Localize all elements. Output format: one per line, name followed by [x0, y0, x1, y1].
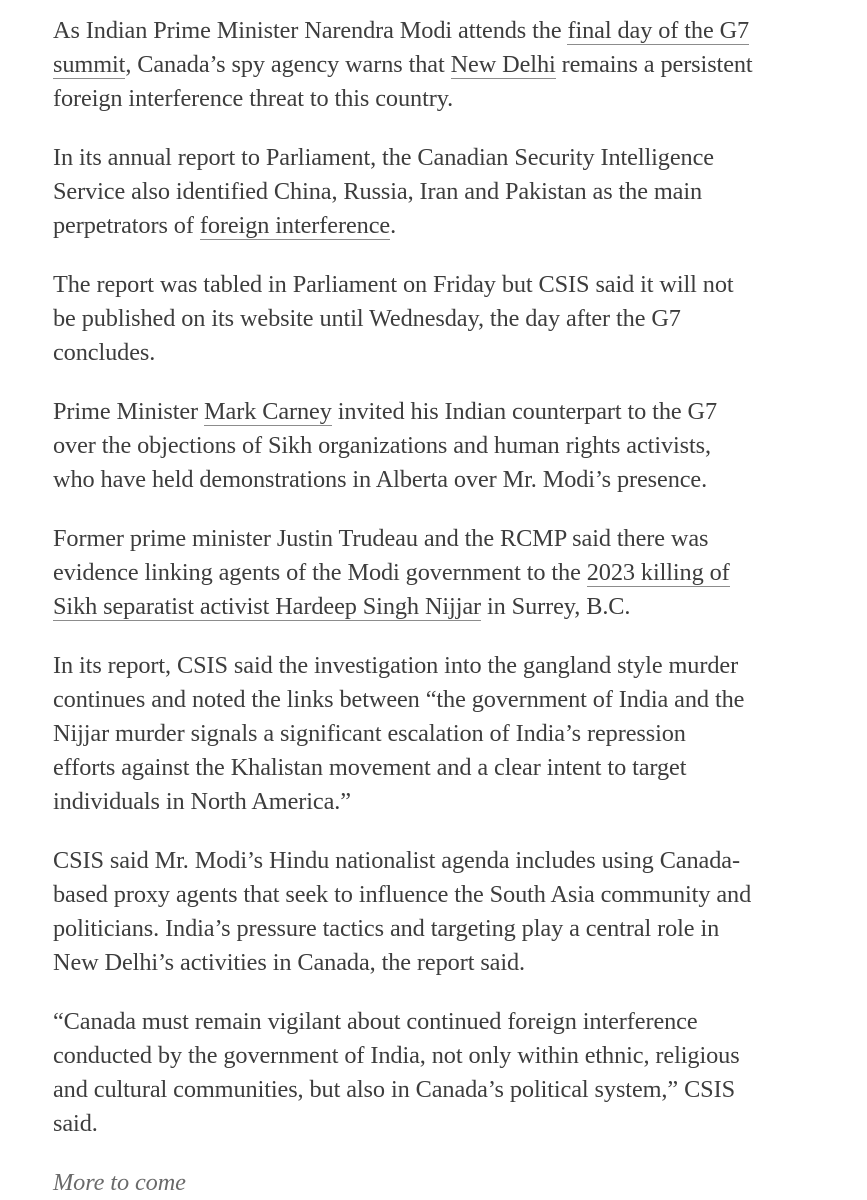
paragraph-text: , Canada’s spy agency warns that: [125, 51, 451, 78]
link-nijjar-killing[interactable]: 2023 killing of Sikh separatist activist Hardeep Singh Nijjar: [53, 559, 730, 620]
paragraph-text: CSIS said Mr. Modi’s Hindu nationalist agenda includes using Canada-based proxy agents that seek to influence the South Asia community and politicians. India’s pressure tactics and targeting play a central role in New Delhi’s activities in Canada, the report said.: [53, 847, 752, 976]
link-final-day-g7-summit[interactable]: final day of the G7 summit: [53, 17, 750, 78]
article-paragraph: [53, 141, 753, 243]
article-paragraph: [53, 649, 753, 819]
link-new-delhi[interactable]: New Delhi: [450, 51, 556, 78]
paragraph-text: remains a persistent foreign interference threat to this country.: [53, 51, 753, 112]
link-mark-carney[interactable]: Mark Carney: [204, 398, 332, 425]
paragraph-text: invited his Indian counterpart to the G7 over the objections of Sikh organizations and human rights activists, who have held demonstrations in Alberta over Mr. Modi’s presence.: [53, 398, 718, 493]
article-paragraph: [53, 522, 753, 624]
more-to-come-note: More to come: [53, 1169, 186, 1196]
article-paragraph: [53, 1005, 753, 1141]
article-body: [53, 14, 753, 1200]
article-paragraph: [53, 395, 753, 497]
paragraph-text: In its annual report to Parliament, the Canadian Security Intelligence Service also identified China, Russia, Iran and Pakistan as the main perpetrators of: [53, 144, 714, 239]
paragraph-text: .: [390, 212, 397, 239]
paragraph-text: The report was tabled in Parliament on Friday but CSIS said it will not be published on its website until Wednesday, the day after the G7 concludes.: [53, 271, 734, 366]
paragraph-text: Former prime minister Justin Trudeau and the RCMP said there was evidence linking agents of the Modi government to the: [53, 525, 709, 586]
article-paragraph: [53, 268, 753, 370]
article-paragraph: [53, 14, 753, 116]
paragraph-text: Prime Minister: [53, 398, 205, 425]
link-foreign-interference[interactable]: foreign interference: [199, 212, 391, 239]
article-paragraph: [53, 844, 753, 980]
paragraph-text: In its report, CSIS said the investigation into the gangland style murder continues and noted the links between “the government of India and the Nijjar murder signals a significant escalation of India’s repression efforts against the Khalistan movement and a clear intent to target individuals in North America.”: [53, 652, 745, 815]
paragraph-text: in Surrey, B.C.: [481, 593, 631, 620]
paragraph-text: “Canada must remain vigilant about continued foreign interference conducted by the government of India, not only within ethnic, religious and cultural communities, but also in Canada’s political system,” CSIS said.: [53, 1008, 740, 1137]
paragraph-text: As Indian Prime Minister Narendra Modi attends the: [53, 17, 568, 44]
